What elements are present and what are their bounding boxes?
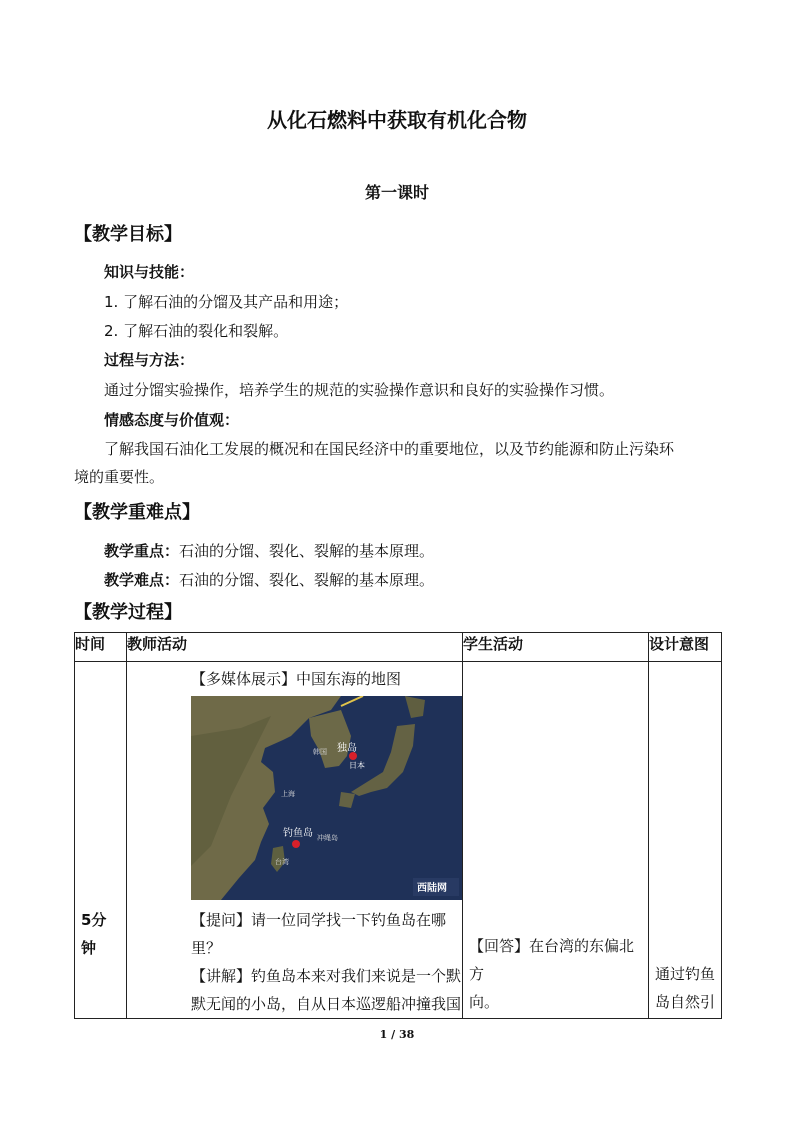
emotion-label: 情感态度与价值观： <box>104 411 240 429</box>
difficulty-label: 教学难点： <box>104 571 180 589</box>
time-cell <box>75 662 127 1019</box>
student-answer-line <box>469 932 648 988</box>
focus-text: 石油的分馏、裂化、裂解的基本原理。 <box>179 542 435 560</box>
intent-line: 通过钓鱼 <box>655 965 716 983</box>
section-heading-process: 【教学过程】 <box>74 602 182 623</box>
page-subtitle: 第一课时 <box>364 183 429 202</box>
question-tag: 【提问】 <box>190 911 251 929</box>
knowledge-item: 1. 了解石油的分馏及其产品和用途； <box>104 293 349 311</box>
map-label-korea: 韩国 <box>312 749 327 756</box>
question-text: 请一位同学找一下钓鱼岛在哪 <box>250 911 446 929</box>
map-label-okinawa: 冲绳岛 <box>316 835 338 842</box>
map-watermark: 西陆网 <box>416 883 447 894</box>
multimedia-text: 中国东海的地图 <box>295 670 401 688</box>
intent-text <box>655 960 715 1016</box>
column-header-time: 时间 <box>75 633 127 662</box>
explain-tag: 【讲解】 <box>190 967 251 985</box>
emotion-text-line1: 了解我国石油化工发展的概况和在国民经济中的重要地位，以及节约能源和防止污染环 <box>104 440 675 458</box>
difficulty-text: 石油的分馏、裂化、裂解的基本原理。 <box>179 571 435 589</box>
question-line <box>191 906 462 934</box>
table-header-row <box>75 633 722 662</box>
focus-line <box>104 540 434 561</box>
time-line: 钟 <box>81 939 97 957</box>
process-label: 过程与方法： <box>104 351 195 369</box>
student-cell <box>462 662 648 1019</box>
teacher-cell <box>126 662 462 1019</box>
multimedia-line <box>127 662 462 690</box>
question-line: 里？ <box>190 939 221 957</box>
map-label-diaoyu: 钓鱼岛 <box>282 828 313 839</box>
time-value <box>81 906 106 962</box>
explain-line <box>191 962 462 990</box>
student-activity-text <box>469 932 648 1016</box>
teacher-activity-text <box>127 900 462 1018</box>
difficulty-line <box>104 569 434 590</box>
student-answer-tag: 【回答】 <box>468 937 529 955</box>
intent-line: 岛自然引 <box>655 993 716 1011</box>
page-title: 从化石燃料中获取有机化合物 <box>267 108 527 132</box>
knowledge-item: 2. 了解石油的裂化和裂解。 <box>104 322 289 340</box>
multimedia-tag: 【多媒体展示】 <box>190 670 296 688</box>
knowledge-label: 知识与技能： <box>104 263 195 281</box>
intent-cell <box>649 662 722 1019</box>
section-heading-key-points: 【教学重难点】 <box>74 502 200 523</box>
map-graphic <box>191 696 462 900</box>
map-label-taiwan: 台湾 <box>274 859 289 866</box>
column-header-student: 学生活动 <box>462 633 648 662</box>
process-table <box>74 632 722 1019</box>
emotion-text-line2: 境的重要性。 <box>74 468 165 486</box>
map-label-dokdo: 独岛 <box>336 743 357 754</box>
explain-text: 钓鱼岛本来对我们来说是一个默 <box>250 967 461 985</box>
section-heading-goals: 【教学目标】 <box>74 224 182 245</box>
student-answer-line: 向。 <box>468 993 499 1011</box>
column-header-teacher: 教师活动 <box>126 633 462 662</box>
east-china-sea-map-image <box>191 696 462 900</box>
process-text: 通过分馏实验操作，培养学生的规范的实验操作意识和良好的实验操作习惯。 <box>104 381 615 399</box>
table-row <box>75 662 722 1019</box>
time-line: 5分 <box>81 911 107 929</box>
column-header-intent: 设计意图 <box>649 633 722 662</box>
focus-label: 教学重点： <box>104 542 180 560</box>
explain-line: 默无闻的小岛，自从日本巡逻船冲撞我国 <box>190 995 461 1013</box>
map-label-japan: 日本 <box>348 761 365 770</box>
student-answer-text: 在台湾的东偏北方 <box>468 937 634 983</box>
page-number: 1 / 38 <box>379 1028 415 1041</box>
map-label-shanghai: 上海 <box>280 791 295 798</box>
